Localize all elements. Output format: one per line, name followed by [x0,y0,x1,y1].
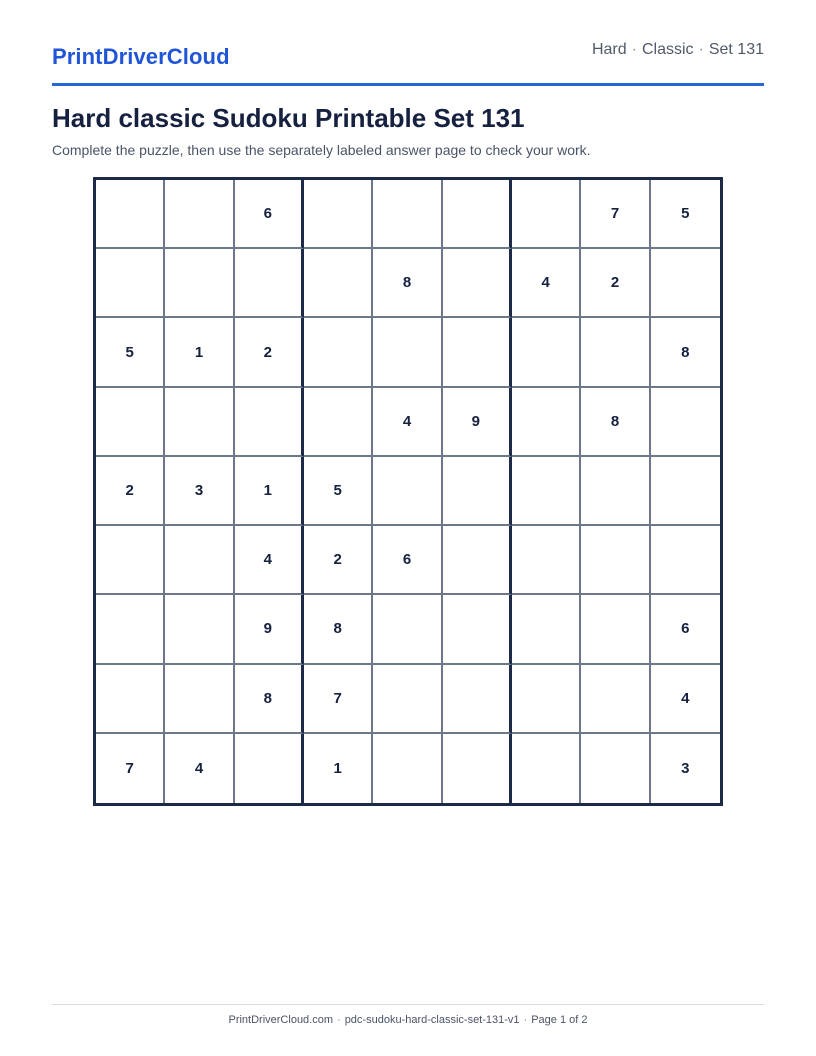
sudoku-cell-empty[interactable] [165,665,234,734]
sudoku-cell-given: 9 [235,595,304,664]
sudoku-cell-empty[interactable] [443,318,512,387]
sudoku-cell-empty[interactable] [651,526,720,595]
footer-separator: · [337,1014,341,1026]
sudoku-cell-given: 2 [304,526,373,595]
sudoku-cell-given: 3 [681,759,690,777]
sudoku-cell-given: 8 [651,318,720,387]
sudoku-cell-given: 6 [651,595,720,664]
sudoku-cell-empty[interactable] [165,249,234,318]
sudoku-cell-empty[interactable] [373,318,442,387]
sudoku-cell-empty[interactable] [443,734,512,803]
sudoku-cell-empty[interactable] [581,665,650,734]
sudoku-cell-empty[interactable] [304,388,373,457]
sudoku-cell-given: 1 [304,734,373,803]
sudoku-cell-given: 4 [373,388,442,457]
sudoku-cell-empty[interactable] [96,249,165,318]
sudoku-cell-given: 7 [581,180,650,249]
sudoku-cell-empty[interactable] [581,526,650,595]
sudoku-cell-given: 8 [581,388,650,457]
sudoku-cell-empty[interactable] [512,665,581,734]
brand-logo-text: PrintDriverCloud [52,44,230,69]
sudoku-cell-empty[interactable] [443,180,512,249]
sudoku-cell-empty[interactable] [651,457,720,526]
sudoku-cell-given: 7 [304,665,373,734]
footer-separator: · [523,1014,528,1026]
sudoku-cell-empty[interactable] [581,318,650,387]
sudoku-cell-empty[interactable] [96,526,165,595]
page-header [52,0,764,86]
sudoku-cell-empty[interactable] [651,388,720,457]
sudoku-cell-empty[interactable] [581,734,650,803]
sudoku-cell-empty[interactable] [443,526,512,595]
sudoku-cell-given: 4 [235,526,304,595]
sudoku-cell-empty[interactable] [443,249,512,318]
sudoku-cell-given: 1 [165,318,234,387]
sudoku-cell-empty[interactable] [651,249,720,318]
meta-variant: Classic [641,41,694,58]
page-title: Hard classic Sudoku Printable Set 131 [52,103,525,133]
sudoku-cell-empty[interactable] [235,734,304,803]
page-subtitle: Complete the puzzle, then use the separately labeled answer page to check your work. [52,142,591,158]
sudoku-cell-empty[interactable] [443,595,512,664]
sudoku-cell-empty[interactable] [304,318,373,387]
sudoku-cell-given: 6 [235,180,304,249]
sudoku-grid [93,177,723,806]
sudoku-cell-empty[interactable] [512,526,581,595]
sudoku-cell-empty[interactable] [443,665,512,734]
sudoku-cell-empty[interactable] [96,595,165,664]
meta-set: Set 131 [708,41,764,58]
sudoku-cell-given: 2 [96,457,165,526]
sudoku-cell-empty[interactable] [235,388,304,457]
meta-separator: · [698,41,704,58]
sudoku-cell-empty[interactable] [165,526,234,595]
sudoku-cell-given: 3 [165,457,234,526]
page-footer [0,1014,816,1026]
sudoku-cell-empty[interactable] [373,665,442,734]
sudoku-cell-empty[interactable] [581,457,650,526]
sudoku-cell-given: 6 [373,526,442,595]
sudoku-cell-given: 4 [651,665,720,734]
sudoku-cell-empty[interactable] [96,665,165,734]
sudoku-cell-given: 8 [373,249,442,318]
sudoku-cell-empty[interactable] [165,595,234,664]
meta-separator: · [631,41,637,58]
sudoku-cell-given: 4 [512,249,581,318]
sudoku-cell-given: 9 [443,388,512,457]
sudoku-cell-given: 7 [96,734,165,803]
sudoku-cell-empty[interactable] [512,180,581,249]
sudoku-cell-given: 2 [235,318,304,387]
puzzle-meta [592,41,764,59]
sudoku-cell-empty[interactable] [304,180,373,249]
sudoku-cell-empty[interactable] [512,595,581,664]
sudoku-cell-empty[interactable] [373,457,442,526]
sudoku-cell-given: 4 [165,734,234,803]
sudoku-cell-empty[interactable] [512,457,581,526]
sudoku-cell-given: 8 [235,665,304,734]
footer-doc-id: pdc-sudoku-hard-classic-set-131-v1 [344,1014,520,1026]
sudoku-cell-empty[interactable] [96,180,165,249]
sudoku-cell-empty[interactable] [373,180,442,249]
sudoku-cell-empty[interactable] [443,457,512,526]
sudoku-cell-empty[interactable] [512,734,581,803]
footer-divider [52,1004,764,1005]
sudoku-cell-given: 5 [96,318,165,387]
sudoku-cell-given: 8 [304,595,373,664]
sudoku-cell-empty[interactable] [304,249,373,318]
sudoku-cell-empty[interactable] [165,180,234,249]
sudoku-cell-given: 5 [651,180,720,249]
sudoku-cell-empty[interactable] [373,595,442,664]
sudoku-cell-empty[interactable] [512,318,581,387]
sudoku-cell-given: 5 [304,457,373,526]
sudoku-cell-empty[interactable] [96,388,165,457]
sudoku-cell-given: 2 [581,249,650,318]
sudoku-cell-empty[interactable] [373,734,442,803]
meta-difficulty: Hard [591,41,627,58]
sudoku-cell-empty[interactable] [165,388,234,457]
footer-page-number: Page 1 of 2 [531,1014,588,1026]
sudoku-cell-empty[interactable] [581,595,650,664]
sudoku-cell-given: 1 [235,457,304,526]
footer-site: PrintDriverCloud.com [228,1014,334,1026]
sudoku-cell-empty[interactable] [512,388,581,457]
sudoku-cell-empty[interactable] [235,249,304,318]
